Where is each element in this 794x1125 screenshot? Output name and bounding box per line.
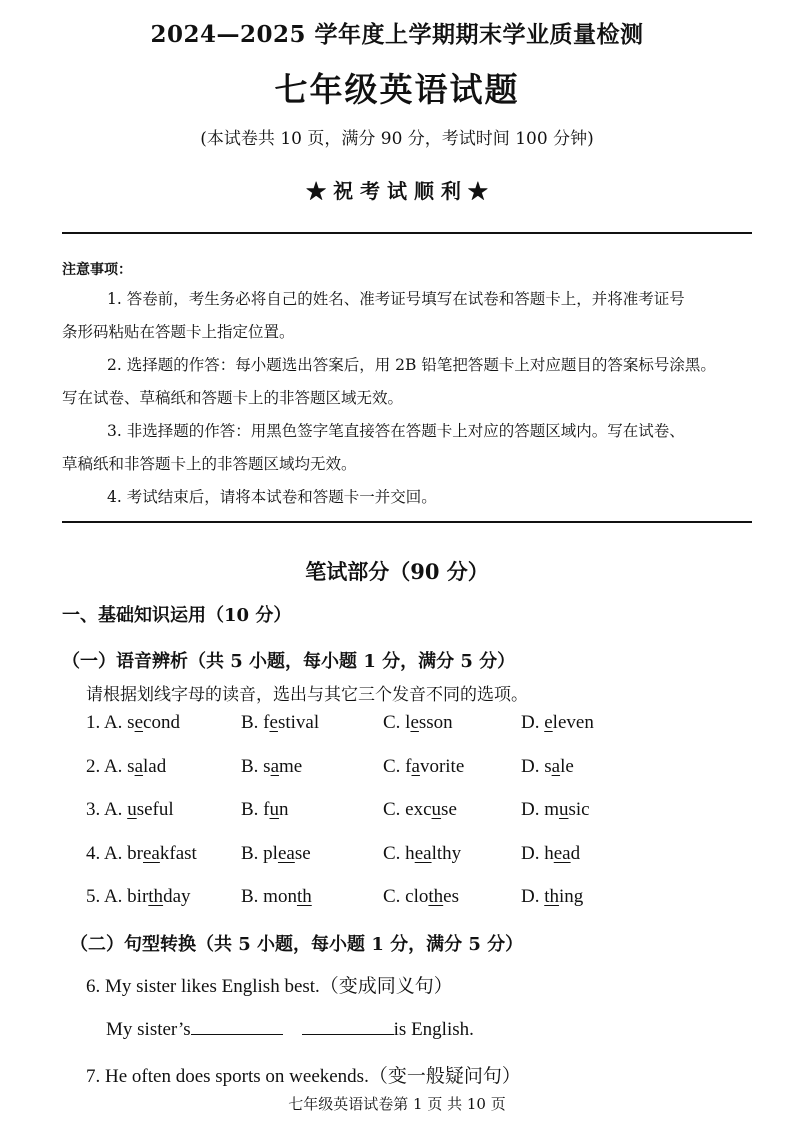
option-2a: 2. A. salad (86, 756, 167, 777)
exam-title: 2024—2025 学年度上学期期末学业质量检测 (150, 21, 644, 48)
exam-info: (本试卷共 10 页，满分 90 分，考试时间 100 分钟) (200, 129, 594, 149)
option-1d: D. eleven (521, 712, 594, 733)
transform-title: （二）句型转换（共 5 小题，每小题 1 分，满分 5 分） (70, 934, 524, 955)
good-luck-banner: ★ 祝 考 试 顺 利 ★ (306, 179, 488, 203)
option-5c: C. clothes (383, 886, 459, 907)
written-section-title: 笔试部分（90 分） (305, 559, 489, 584)
phonetics-instruction: 请根据划线字母的读音，选出与其它三个发音不同的选项。 (86, 685, 528, 705)
answer-blank-1[interactable] (191, 1016, 283, 1035)
answer-blank-2[interactable] (302, 1016, 394, 1035)
option-5a: 5. A. birthday (86, 886, 191, 907)
option-1a: 1. A. second (86, 712, 180, 733)
option-2c: C. favorite (383, 756, 465, 777)
option-5b: B. month (241, 886, 312, 907)
question-7: 7. He often does sports on weekends.（变一般疑问句） (86, 1066, 521, 1087)
answer-suffix: is English. (393, 1019, 474, 1040)
option-3d: D. music (521, 799, 590, 820)
part-1-title: 一、基础知识运用（10 分） (62, 605, 292, 626)
note-2-line1: 2. 选择题的作答：每小题选出答案后，用 2B 铅笔把答题卡上对应题目的答案标号涂黑。 (107, 356, 716, 374)
bottom-divider (62, 521, 752, 523)
subject-title: 七年级英语试题 (274, 70, 520, 109)
option-3b: B. fun (241, 799, 289, 820)
note-2-line2: 写在试卷、草稿纸和答题卡上的非答题区域无效。 (62, 389, 404, 407)
note-1-line2: 条形码粘贴在答题卡上指定位置。 (62, 323, 295, 341)
note-3-line1: 3. 非选择题的作答：用黑色签字笔直接答在答题卡上对应的答题区域内。写在试卷、 (107, 422, 685, 440)
option-5d: D. thing (521, 886, 584, 907)
option-4d: D. head (521, 843, 581, 864)
option-1c: C. lesson (383, 712, 453, 733)
notes-title: 注意事项： (62, 262, 132, 278)
option-4a: 4. A. breakfast (86, 843, 197, 864)
note-1-line1: 1. 答卷前，考生务必将自己的姓名、准考证号填写在试卷和答题卡上，并将准考证号 (107, 290, 685, 308)
option-3a: 3. A. useful (86, 799, 174, 820)
page-footer: 七年级英语试卷第 1 页 共 10 页 (288, 1095, 506, 1113)
option-1b: B. festival (241, 712, 320, 733)
option-2d: D. sale (521, 756, 574, 777)
note-3-line2: 草稿纸和非答题卡上的非答题区域均无效。 (62, 455, 357, 473)
question-6-answer-line (106, 1016, 474, 1041)
question-6: 6. My sister likes English best.（变成同义句） (86, 976, 453, 997)
note-4-line1: 4. 考试结束后，请将本试卷和答题卡一并交回。 (107, 488, 437, 506)
option-2b: B. same (241, 756, 303, 777)
option-3c: C. excuse (383, 799, 457, 820)
option-4b: B. please (241, 843, 311, 864)
answer-prefix: My sister’s (106, 1019, 191, 1040)
phonetics-title: （一）语音辨析（共 5 小题，每小题 1 分，满分 5 分） (62, 651, 516, 672)
top-divider (62, 232, 752, 234)
option-4c: C. healthy (383, 843, 462, 864)
